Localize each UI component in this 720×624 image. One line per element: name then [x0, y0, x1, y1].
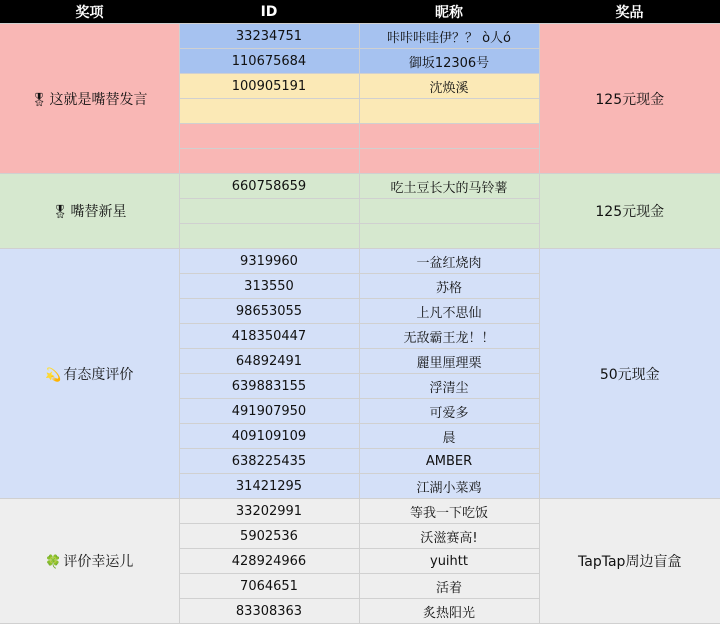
table-row — [0, 174, 720, 199]
nickname-cell: 等我一下吃饭 — [359, 499, 539, 524]
prize-cell: 50元现金 — [539, 249, 720, 499]
nickname-cell: 一盆红烧肉 — [359, 249, 539, 274]
award-cell — [0, 499, 179, 624]
header-nickname: 昵称 — [359, 0, 539, 24]
nickname-cell — [359, 149, 539, 174]
header-prize: 奖品 — [539, 0, 720, 24]
award-label: 这就是嘴替发言 — [49, 91, 148, 108]
id-cell — [179, 199, 359, 224]
award-label: 嘴替新星 — [70, 204, 127, 220]
header-id: ID — [179, 0, 359, 24]
id-cell: 31421295 — [179, 474, 359, 499]
nickname-cell — [359, 199, 539, 224]
nickname-cell: 吃土豆长大的马铃薯 — [359, 174, 539, 199]
nickname-cell: 炙热阳光 — [359, 599, 539, 624]
nickname-cell: 沃滋赛高! — [359, 524, 539, 549]
four-leaf-clover-icon: 🍀 — [45, 555, 62, 570]
nickname-cell — [359, 124, 539, 149]
nickname-cell: 江湖小菜鸡 — [359, 474, 539, 499]
id-cell: 428924966 — [179, 549, 359, 574]
nickname-cell: 无敌霸王龙！！ — [359, 324, 539, 349]
award-label: 有态度评价 — [63, 366, 134, 383]
nickname-cell: 可爱多 — [359, 399, 539, 424]
table-row — [0, 499, 720, 524]
nickname-cell: 咔咔咔哇伊？？ ò人ó — [359, 24, 539, 49]
table-body — [0, 24, 720, 624]
header-award: 奖项 — [0, 0, 179, 24]
id-cell: 33202991 — [179, 499, 359, 524]
prize-cell: 125元现金 — [539, 174, 720, 249]
id-cell: 7064651 — [179, 574, 359, 599]
id-cell: 33234751 — [179, 24, 359, 49]
nickname-cell — [359, 99, 539, 124]
id-cell: 409109109 — [179, 424, 359, 449]
id-cell: 9319960 — [179, 249, 359, 274]
id-cell — [179, 99, 359, 124]
nickname-cell: 上凡不思仙 — [359, 299, 539, 324]
id-cell: 5902536 — [179, 524, 359, 549]
table-row — [0, 24, 720, 49]
id-cell: 313550 — [179, 274, 359, 299]
nickname-cell: AMBER — [359, 449, 539, 474]
award-cell — [0, 249, 179, 499]
id-cell: 639883155 — [179, 374, 359, 399]
id-cell — [179, 224, 359, 249]
nickname-cell — [359, 224, 539, 249]
medal-icon: 🎖 — [30, 92, 48, 108]
id-cell: 638225435 — [179, 449, 359, 474]
id-cell: 83308363 — [179, 599, 359, 624]
id-cell: 64892491 — [179, 349, 359, 374]
id-cell: 98653055 — [179, 299, 359, 324]
nickname-cell: 苏格 — [359, 274, 539, 299]
nickname-cell: 活着 — [359, 574, 539, 599]
header-row — [0, 0, 720, 24]
award-cell — [0, 24, 179, 174]
nickname-cell: 晨 — [359, 424, 539, 449]
nickname-cell: 沈焕溪 — [359, 74, 539, 99]
id-cell — [179, 149, 359, 174]
nickname-cell: 御坂12306号 — [359, 49, 539, 74]
nickname-cell: 麗里厘理栗 — [359, 349, 539, 374]
medal-icon: 🎖 — [51, 205, 69, 220]
table-row — [0, 249, 720, 274]
award-label: 评价幸运儿 — [63, 554, 134, 570]
prize-cell: TapTap周边盲盒 — [539, 499, 720, 624]
id-cell: 110675684 — [179, 49, 359, 74]
id-cell: 418350447 — [179, 324, 359, 349]
award-cell — [0, 174, 179, 249]
prize-cell: 125元现金 — [539, 24, 720, 174]
dizzy-icon: 💫 — [45, 367, 62, 383]
nickname-cell: 浮清尘 — [359, 374, 539, 399]
id-cell: 100905191 — [179, 74, 359, 99]
nickname-cell: yuihtt — [359, 549, 539, 574]
id-cell: 491907950 — [179, 399, 359, 424]
id-cell — [179, 124, 359, 149]
id-cell: 660758659 — [179, 174, 359, 199]
